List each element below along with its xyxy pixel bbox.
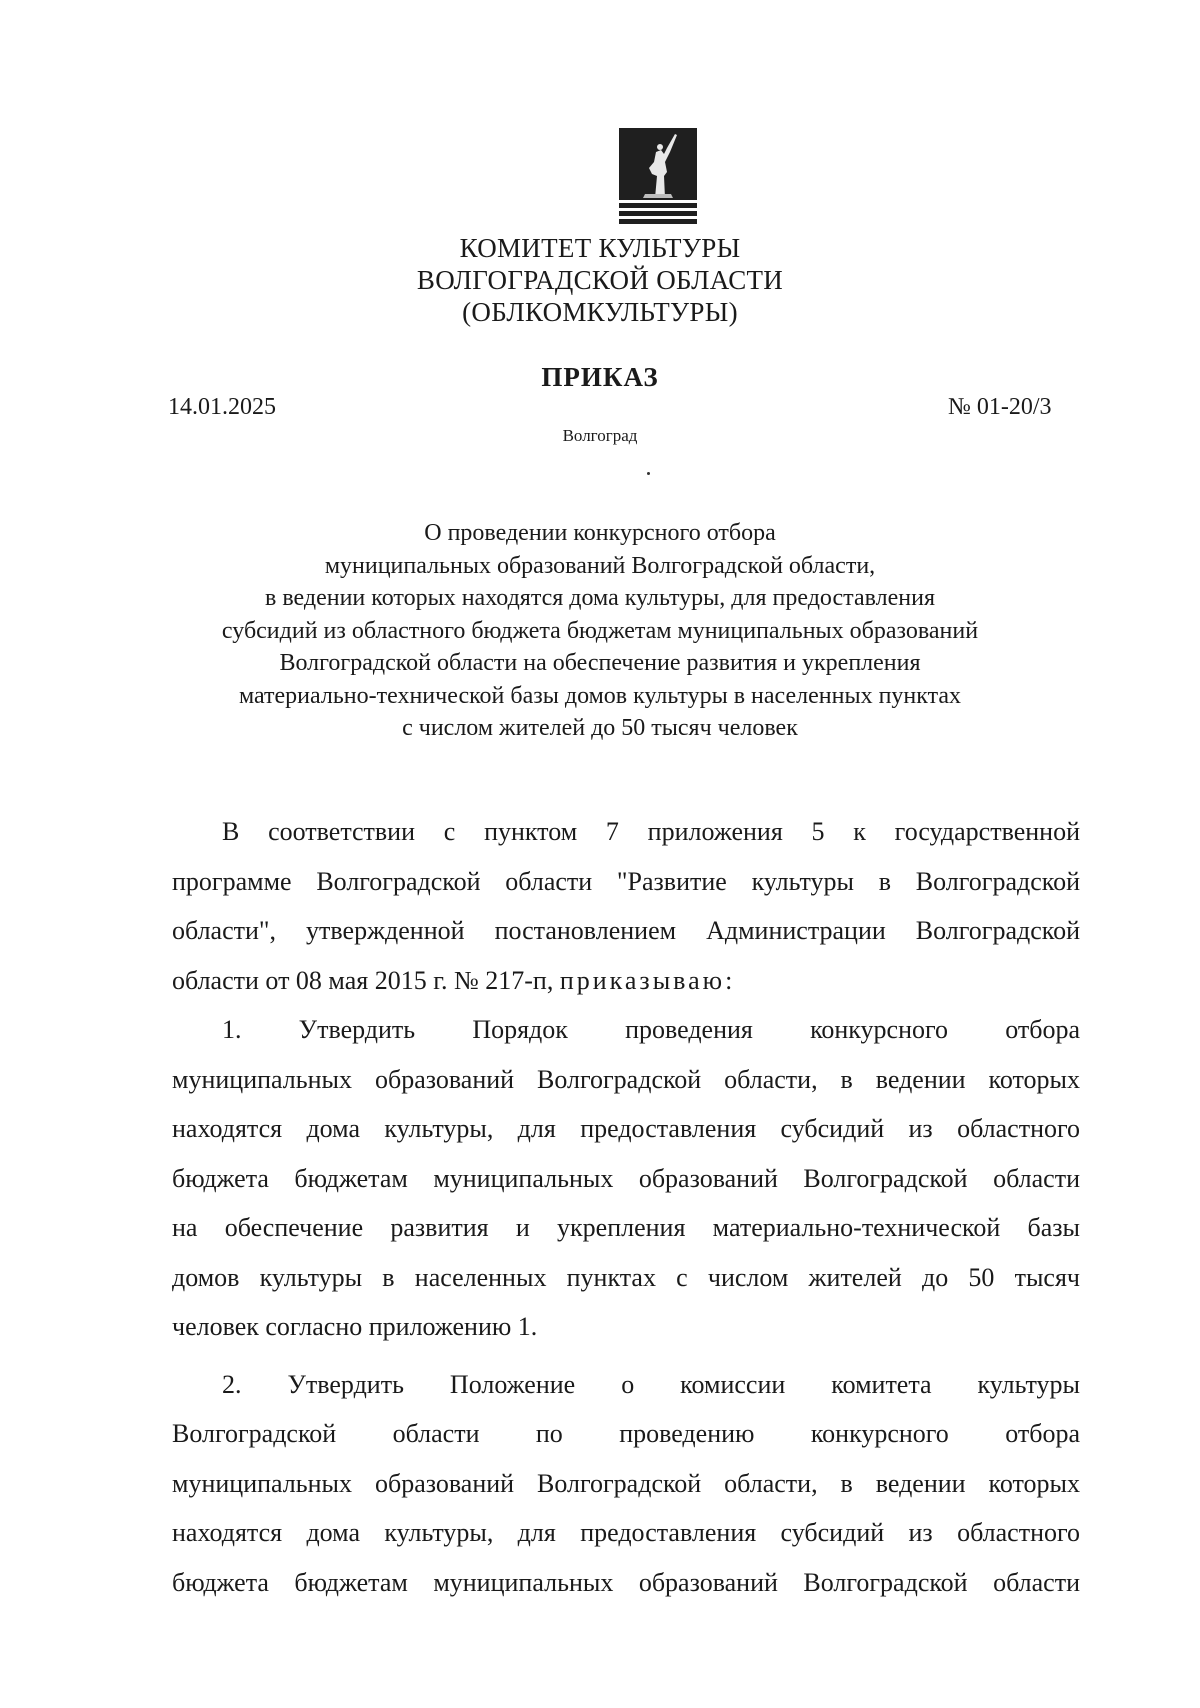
body-line: 1. Утвердить Порядок проведения конкурсного отбора (222, 1015, 1080, 1044)
body-line: Волгоградской области по проведению конкурсного отбора (172, 1419, 1080, 1448)
body-line: находятся дома культуры, для предоставления субсидий из областного (172, 1114, 1080, 1143)
body-line: муниципальных образований Волгоградской области, в ведении которых (172, 1064, 1080, 1094)
document-body (172, 807, 1080, 1607)
document-type: ПРИКАЗ (541, 362, 659, 392)
subject-line: в ведении которых находятся дома культуры, для предоставления (265, 585, 935, 611)
document-date: 14.01.2025 (168, 394, 276, 420)
subject-line: материально-технической базы домов культуры в населенных пунктах (238, 682, 962, 709)
organization-line-3: (ОБЛКОМКУЛЬТУРЫ) (462, 297, 738, 327)
organization-name (0, 232, 1200, 328)
item-1-paragraph (172, 1005, 1080, 1352)
subject-line: субсидий из областного бюджета бюджетам муниципальных образований (221, 617, 979, 644)
preamble-paragraph (172, 807, 1080, 1005)
body-line: человек согласно приложению 1. (172, 1312, 538, 1341)
body-line: на обеспечение развития и укрепления материально-технической базы (172, 1213, 1080, 1242)
scan-speck (647, 472, 650, 475)
body-line: бюджета бюджетам муниципальных образований Волгоградской области (172, 1163, 1080, 1193)
preamble-last-line: области от 08 мая 2015 г. № 217-п, (172, 965, 560, 995)
document-subject (0, 517, 1200, 745)
document-number: № 01-20/3 (948, 394, 1052, 420)
body-line: домов культуры в населенных пунктах с числом жителей до 50 тысяч (172, 1262, 1080, 1292)
coat-of-arms-icon (619, 128, 697, 224)
subject-line: муниципальных образований Волгоградской области, (324, 552, 876, 579)
subject-line: с числом жителей до 50 тысяч человек (402, 715, 798, 741)
body-line: В соответствии с пунктом 7 приложения 5 к государственной (222, 817, 1080, 846)
document-city: Волгоград (562, 426, 638, 445)
subject-line: О проведении конкурсного отбора (424, 520, 776, 546)
subject-line: Волгоградской области на обеспечение развития и укрепления (279, 650, 921, 676)
body-line: находятся дома культуры, для предоставления субсидий из областного (172, 1518, 1080, 1547)
body-line: 2. Утвердить Положение о комиссии комитета культуры (222, 1369, 1080, 1399)
organization-line-2: ВОЛГОГРАДСКОЙ ОБЛАСТИ (416, 265, 784, 295)
body-line: программе Волгоградской области "Развитие культуры в Волгоградской (172, 866, 1080, 896)
item-2-paragraph (172, 1360, 1080, 1608)
order-word: приказываю: (559, 965, 736, 995)
body-line: бюджета бюджетам муниципальных образований Волгоградской области (172, 1567, 1080, 1597)
organization-line-1: КОМИТЕТ КУЛЬТУРЫ (459, 233, 741, 263)
body-line: муниципальных образований Волгоградской области, в ведении которых (172, 1468, 1080, 1498)
body-line: области", утвержденной постановлением Администрации Волгоградской (172, 916, 1080, 945)
body-line (172, 956, 1080, 1006)
